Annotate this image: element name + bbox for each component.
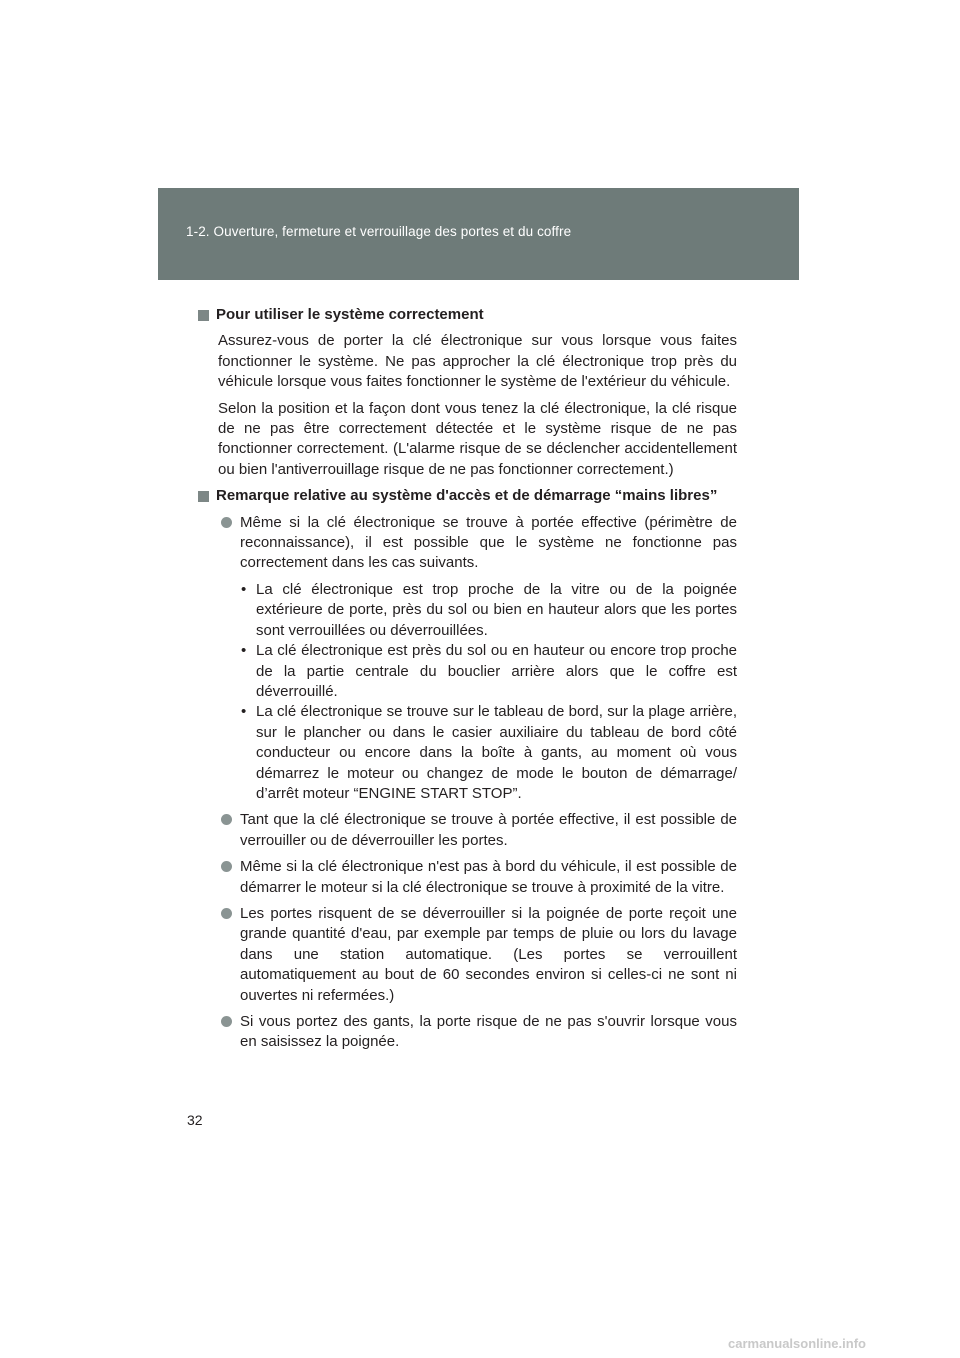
sub-list: [198, 580, 737, 804]
bullet-item: [198, 1012, 737, 1053]
section-header-band: [158, 188, 799, 280]
circle-bullet-icon: [221, 814, 232, 825]
sub-list-text: La clé électronique est trop proche de la vitre ou de la poignée extérieure de porte, près du sol ou bien en hauteur alors que les portes sont verrouillées ou déverrouillées.: [256, 580, 737, 639]
body-paragraph: Selon la position et la façon dont vous tenez la clé électronique, la clé risque de ne pas être correctement détectée et le système risque de ne pas fonctionner correctement. (L'alarme risque de se déclencher accidentellement ou bien l'antiverrouillage risque de ne pas fonctionner correctement.): [218, 399, 737, 478]
bullet-item: [198, 857, 737, 898]
circle-bullet-icon: [221, 908, 232, 919]
section-heading-text: Pour utiliser le système correctement: [216, 306, 484, 323]
body-paragraph: Assurez-vous de porter la clé électronique sur vous lorsque vous faites fonctionner le système. Ne pas approcher la clé électronique trop près du véhicule lorsque vous faites fonctionner le système de l'extérieur du véhicule.: [218, 332, 737, 391]
circle-bullet-icon: [221, 517, 232, 528]
sub-list-text: La clé électronique se trouve sur le tableau de bord, sur la plage arrière, sur le plancher ou dans le casier auxiliaire du tableau de bord côté conducteur ou encore dans la boîte à gants, au moment où vous démarrez le moteur ou changez de mode le bouton de démarrage/ d’arrêt moteur “ENGINE START STOP”.: [256, 703, 737, 802]
circle-bullet-icon: [221, 1016, 232, 1027]
section-heading: [198, 305, 737, 325]
section-heading: [198, 486, 737, 506]
sub-bullet-mark: •: [241, 703, 247, 721]
bullet-item: [198, 904, 737, 1006]
bullet-text: Si vous portez des gants, la porte risque de ne pas s'ouvrir lorsque vous en saisissez la poignée.: [240, 1013, 737, 1051]
sub-bullet-mark: •: [241, 642, 247, 660]
square-bullet-icon: [198, 310, 209, 321]
bullet-text: Les portes risquent de se déverrouiller si la poignée de porte reçoit une grande quantité d'eau, par exemple par temps de pluie ou lors du lavage dans une station automatique. (Les portes se verrouillent automatiquement au bout de 60 secondes environ si celles-ci ne sont ni ouvertes ni refermées.): [240, 904, 737, 1004]
page-number: 32: [187, 1112, 203, 1128]
section-heading-text: Remarque relative au système d'accès et de démarrage “mains libres”: [216, 487, 718, 505]
circle-bullet-icon: [221, 861, 232, 872]
sub-list-item: [198, 702, 737, 804]
page-content: [198, 305, 737, 1059]
sub-list-text: La clé électronique est près du sol ou en hauteur ou encore trop proche de la partie centrale du bouclier arrière alors que le coffre est déverrouillé.: [256, 642, 737, 700]
sub-list-item: [198, 641, 737, 702]
bullet-item: [198, 513, 737, 574]
bullet-item: [198, 810, 737, 851]
section-header-title: 1-2. Ouverture, fermeture et verrouillage des portes et du coffre: [186, 224, 572, 239]
sub-list-item: [198, 580, 737, 641]
square-bullet-icon: [198, 491, 209, 502]
bullet-text: Même si la clé électronique n'est pas à bord du véhicule, il est possible de démarrer le moteur si la clé électronique se trouve à proximité de la vitre.: [240, 858, 737, 896]
bullet-text: Même si la clé électronique se trouve à portée effective (périmètre de reconnaissance), il est possible que le système ne fonctionne pas correctement dans les cas suivants.: [240, 513, 737, 572]
watermark-text: carmanualsonline.info: [728, 1336, 866, 1351]
bullet-text: Tant que la clé électronique se trouve à portée effective, il est possible de verrouiller ou de déverrouiller les portes.: [240, 811, 737, 849]
sub-bullet-mark: •: [241, 580, 247, 598]
